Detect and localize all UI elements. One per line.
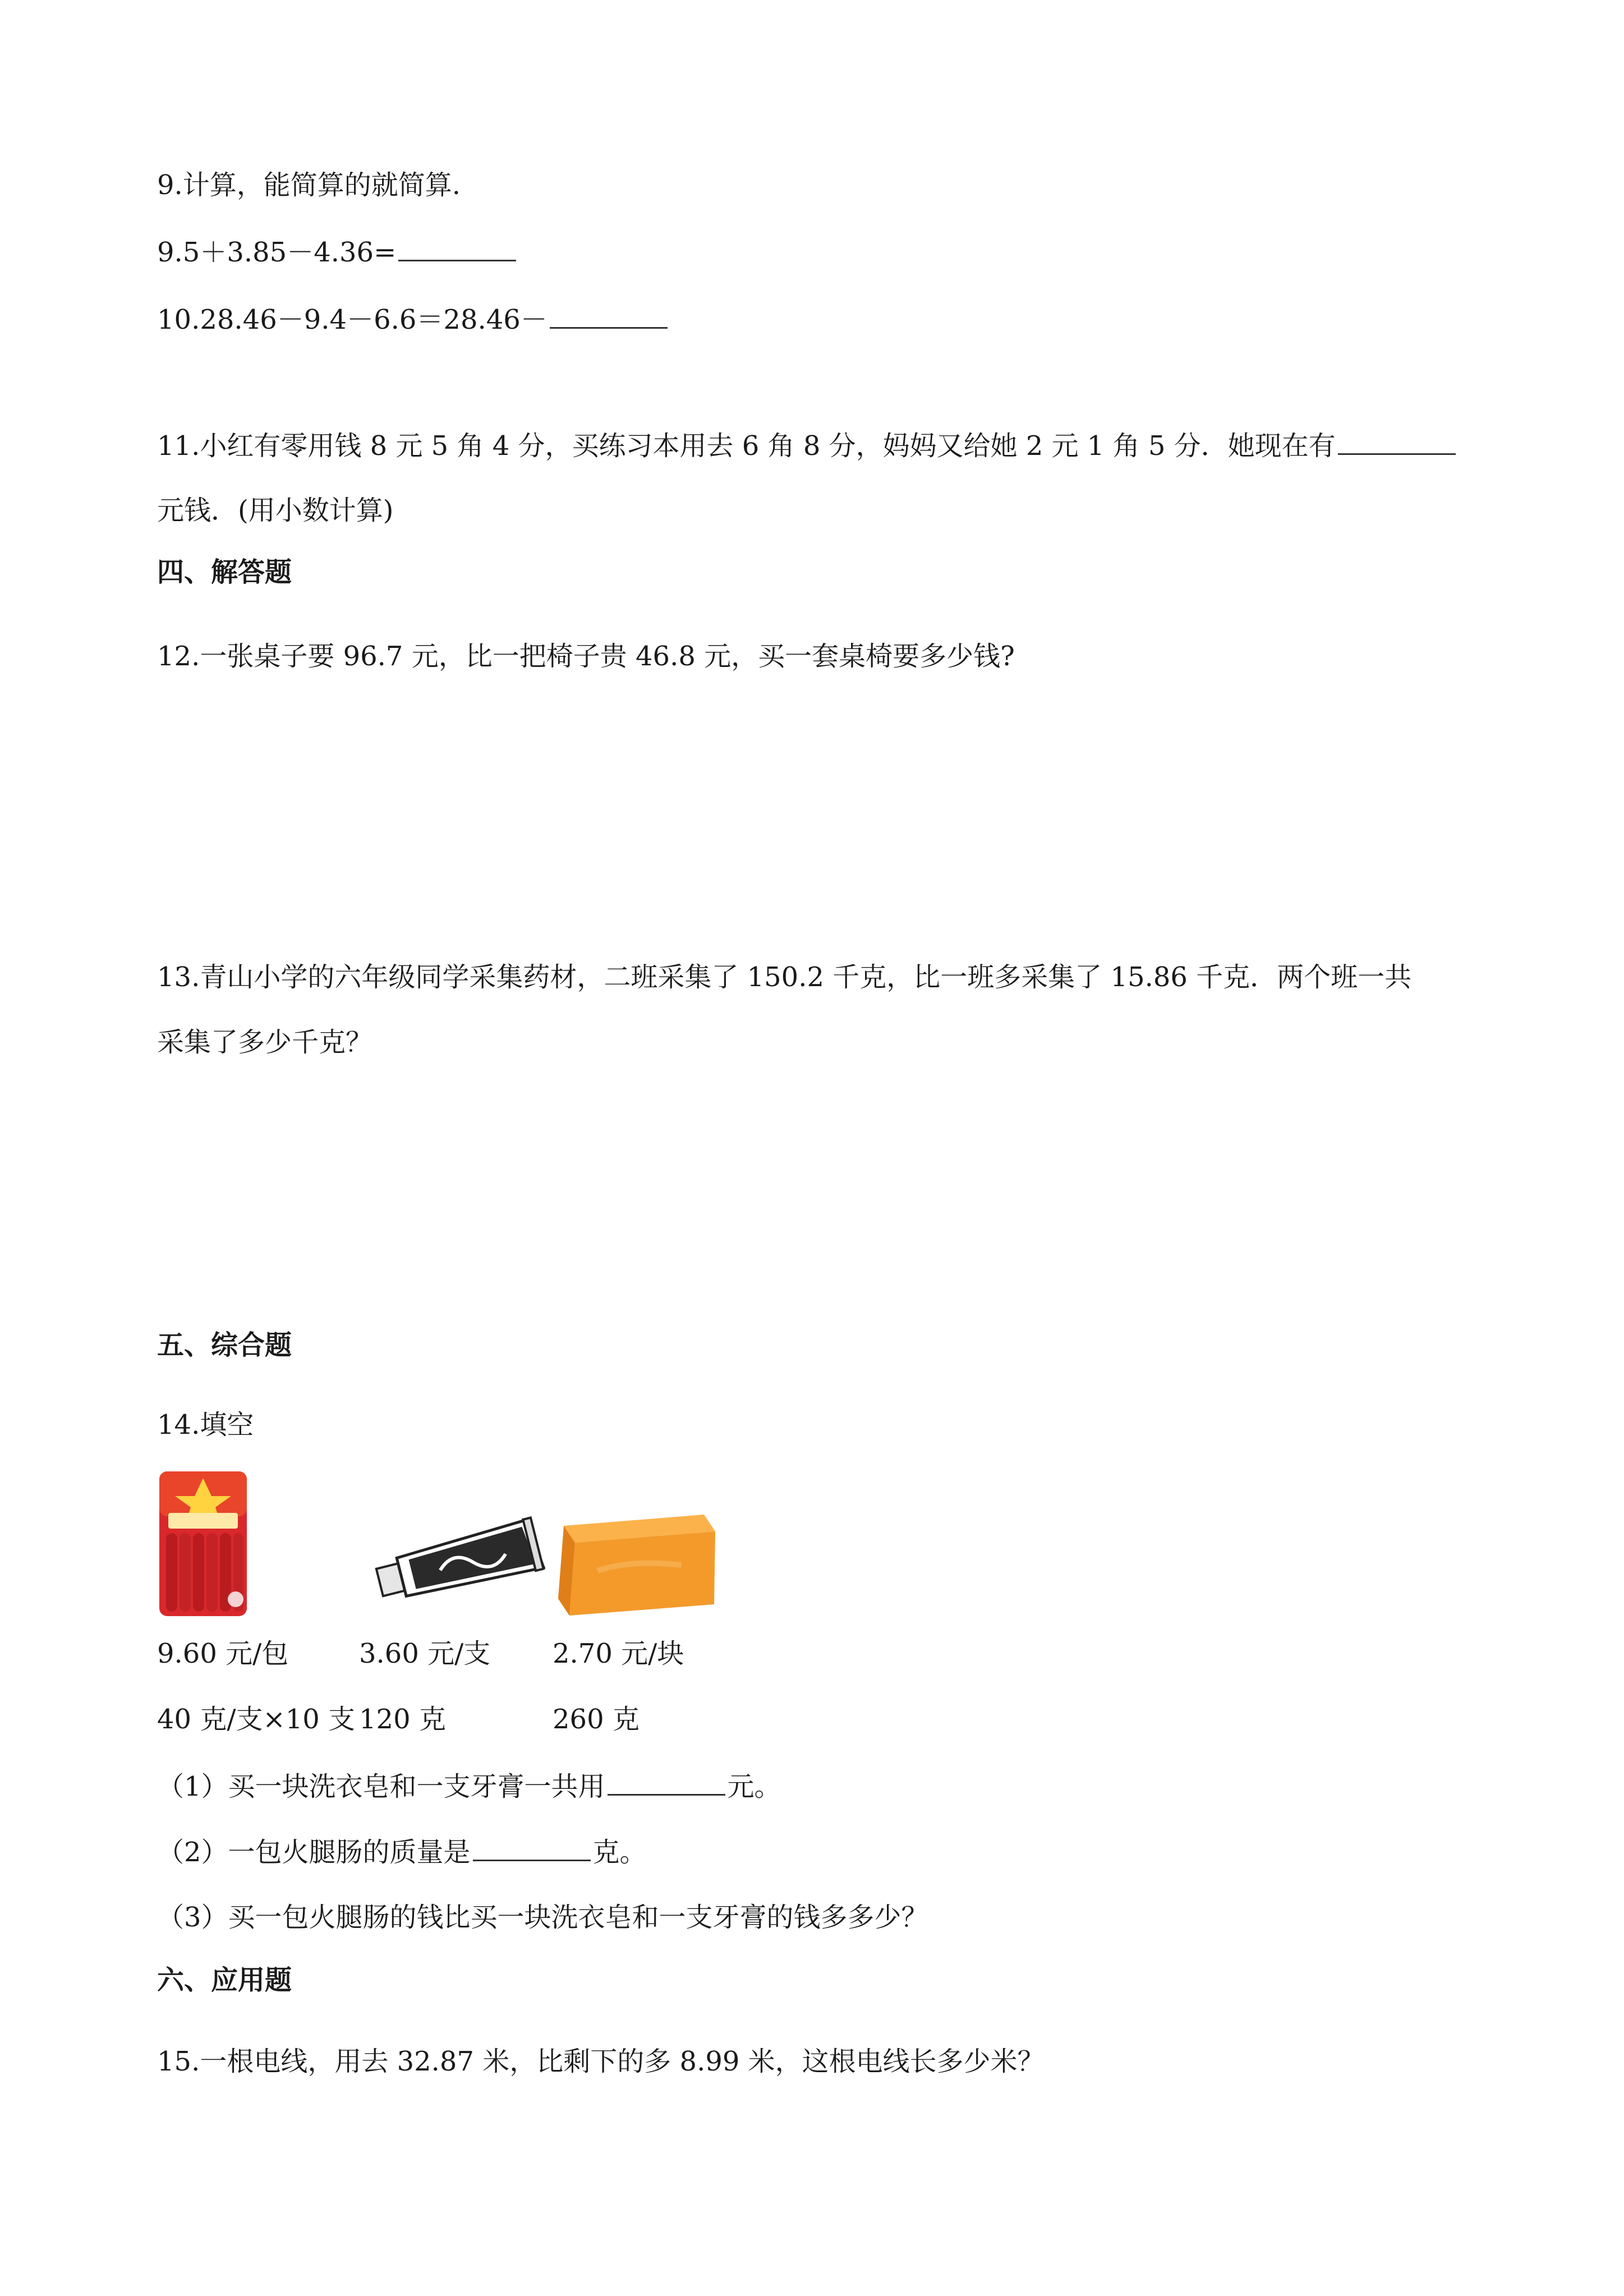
weight-soap: 260 克	[553, 1704, 640, 1735]
question-11-line1	[157, 429, 1458, 463]
q11-text-a: 11.小红有零用钱 8 元 5 角 4 分，买练习本用去 6 角 8 分，妈妈又给她 2 元 1 角 5 分．她现在有	[157, 430, 1336, 462]
answer-blank[interactable]	[473, 1837, 591, 1861]
question-9-title: 9.计算，能简算的就简算.	[157, 169, 461, 201]
question-14-title: 14.填空	[157, 1409, 254, 1441]
answer-blank[interactable]	[550, 305, 668, 329]
section-4-heading: 四、解答题	[157, 556, 292, 588]
question-15: 15.一根电线，用去 32.87 米，比剩下的多 8.99 米，这根电线长多少米？	[157, 2046, 1045, 2077]
q9-expr-text: 9.5＋3.85－4.36=	[157, 237, 397, 268]
question-12: 12.一张桌子要 96.7 元，比一把椅子贵 46.8 元，买一套桌椅要多少钱?	[157, 641, 1015, 672]
sub1-text-b: 元。	[727, 1771, 781, 1802]
answer-blank[interactable]	[398, 237, 516, 261]
weight-toothpaste: 120 克	[359, 1704, 446, 1735]
question-13-line1: 13.青山小学的六年级同学采集药材，二班采集了 150.2 千克，比一班多采集了 15.86 千克．两个班一共	[157, 961, 1412, 993]
toothpaste-tube-image	[370, 1503, 550, 1610]
answer-blank[interactable]	[608, 1772, 725, 1796]
question-14-sub2	[157, 1835, 647, 1869]
sub2-text-b: 克。	[592, 1837, 647, 1868]
section-5-heading: 五、综合题	[157, 1329, 292, 1361]
sub2-text-a: （2）一包火腿肠的质量是	[157, 1837, 471, 1868]
sausage-package-image	[158, 1467, 248, 1618]
section-6-heading: 六、应用题	[157, 1964, 292, 1996]
sub1-text-a: （1）买一块洗衣皂和一支牙膏一共用	[157, 1771, 605, 1802]
sausage-package-icon	[158, 1467, 248, 1618]
price-soap: 2.70 元/块	[553, 1638, 684, 1669]
soap-bar-icon	[553, 1509, 721, 1621]
price-toothpaste: 3.60 元/支	[359, 1638, 491, 1669]
question-14-sub1	[157, 1770, 781, 1803]
question-13-line2: 采集了多少千克？	[157, 1027, 373, 1058]
question-9-expression	[157, 236, 518, 269]
question-14-sub3: （3）买一包火腿肠的钱比买一块洗衣皂和一支牙膏的钱多多少？	[157, 1902, 928, 1933]
question-10	[157, 303, 670, 337]
question-11-line2: 元钱．(用小数计算)	[157, 495, 394, 526]
answer-blank[interactable]	[1338, 431, 1456, 455]
weight-sausage: 40 克/支×10 支	[157, 1704, 356, 1735]
price-sausage: 9.60 元/包	[157, 1638, 289, 1669]
soap-bar-image	[553, 1509, 721, 1621]
toothpaste-tube-icon	[370, 1503, 550, 1610]
q10-expr-text: 10.28.46－9.4－6.6＝28.46－	[157, 304, 548, 335]
